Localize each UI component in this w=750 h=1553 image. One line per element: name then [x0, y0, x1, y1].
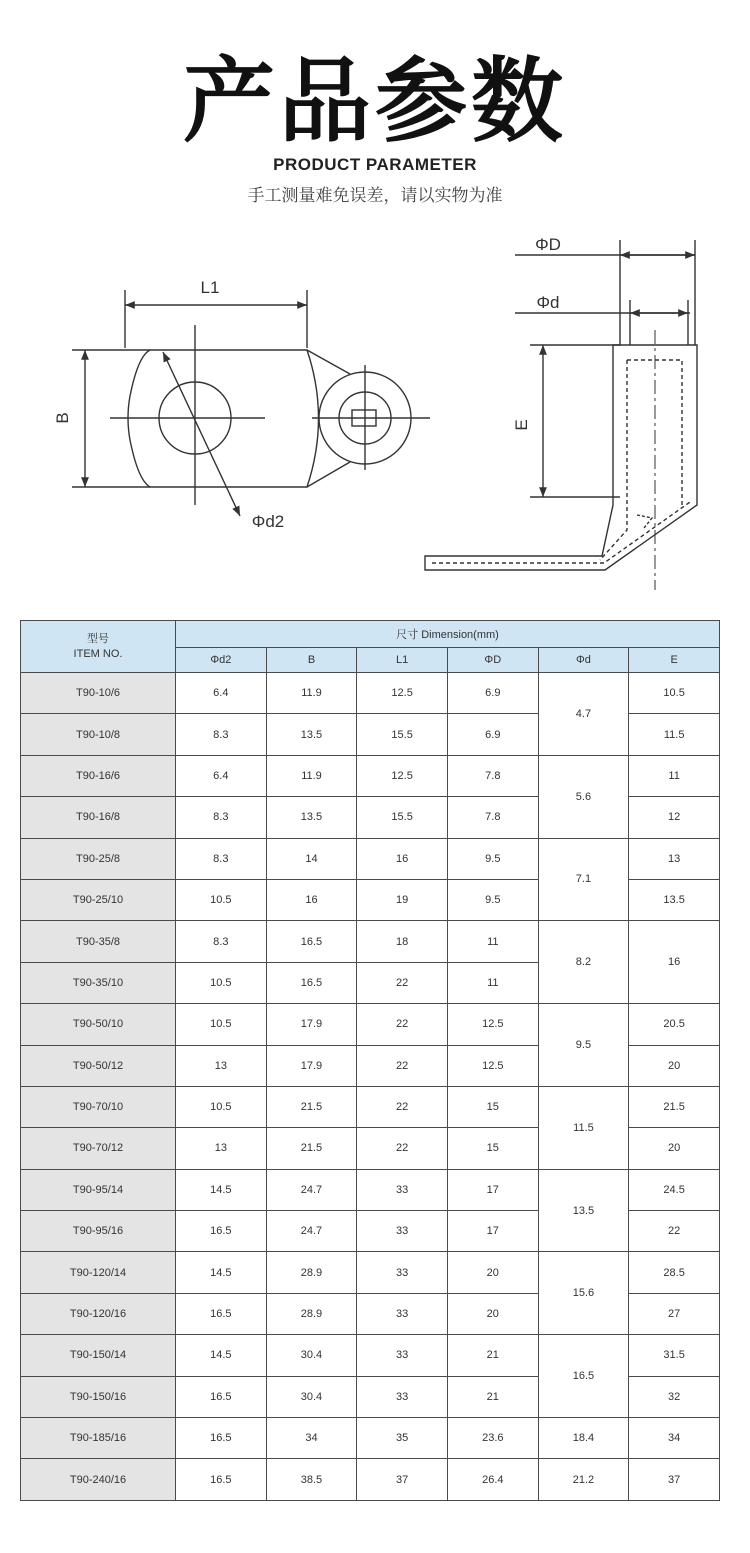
cell-d: 7.1 [538, 838, 629, 921]
cell-d: 4.7 [538, 673, 629, 756]
column-header: Φd [538, 648, 629, 673]
cell-d: 21.2 [538, 1459, 629, 1500]
table-row [21, 1004, 720, 1045]
cell-b: 28.9 [266, 1252, 357, 1293]
cell-d: 11 [447, 921, 538, 962]
cell-e: 11 [629, 755, 720, 796]
table-row [21, 1335, 720, 1376]
cell-d: 26.4 [447, 1459, 538, 1500]
cell-e: 22 [629, 1211, 720, 1252]
cell-e: 37 [629, 1459, 720, 1500]
cell-d: 11.5 [538, 1086, 629, 1169]
model-cell: T90-185/16 [21, 1418, 176, 1459]
cell-b: 21.5 [266, 1086, 357, 1127]
cell-d: 15 [447, 1086, 538, 1127]
cell-l1: 33 [357, 1252, 448, 1293]
cell-e: 11.5 [629, 714, 720, 755]
model-cell: T90-95/14 [21, 1169, 176, 1210]
model-header [21, 621, 176, 673]
page-subtitle: PRODUCT PARAMETER [273, 155, 477, 174]
cell-d2: 10.5 [176, 879, 267, 920]
spec-table-body [21, 673, 720, 1501]
table-row [21, 838, 720, 879]
cell-b: 34 [266, 1418, 357, 1459]
cell-b: 24.7 [266, 1169, 357, 1210]
model-cell: T90-25/8 [21, 838, 176, 879]
cell-b: 38.5 [266, 1459, 357, 1500]
cell-d: 6.9 [447, 673, 538, 714]
cell-b: 17.9 [266, 1045, 357, 1086]
cell-l1: 22 [357, 1086, 448, 1127]
cell-d2: 13 [176, 1128, 267, 1169]
table-row [21, 673, 720, 714]
cell-d2: 8.3 [176, 921, 267, 962]
cell-d2: 6.4 [176, 755, 267, 796]
cell-e: 20 [629, 1045, 720, 1086]
cell-d2: 8.3 [176, 797, 267, 838]
model-cell: T90-240/16 [21, 1459, 176, 1500]
model-cell: T90-150/16 [21, 1376, 176, 1417]
cell-l1: 15.5 [357, 797, 448, 838]
model-cell: T90-16/6 [21, 755, 176, 796]
cell-d2: 16.5 [176, 1418, 267, 1459]
model-cell: T90-120/16 [21, 1293, 176, 1334]
cell-l1: 16 [357, 838, 448, 879]
cell-d: 18.4 [538, 1418, 629, 1459]
d2-label: Φd2 [251, 512, 285, 531]
cell-d: 21 [447, 1376, 538, 1417]
table-row [21, 1459, 720, 1500]
model-cell: T90-35/10 [21, 962, 176, 1003]
cell-e: 13.5 [629, 879, 720, 920]
model-cell: T90-50/12 [21, 1045, 176, 1086]
cell-d: 9.5 [447, 879, 538, 920]
cell-e: 10.5 [629, 673, 720, 714]
page-title: 产品参数 [182, 48, 567, 155]
cell-d: 17 [447, 1211, 538, 1252]
l1-label: L1 [200, 278, 220, 297]
technical-drawing [0, 0, 750, 600]
cell-d2: 13 [176, 1045, 267, 1086]
cell-d: 9.5 [538, 1004, 629, 1087]
cell-d2: 14.5 [176, 1335, 267, 1376]
cell-e: 13 [629, 838, 720, 879]
cell-d2: 16.5 [176, 1376, 267, 1417]
model-cell: T90-95/16 [21, 1211, 176, 1252]
column-header: B [266, 648, 357, 673]
cell-d: 20 [447, 1293, 538, 1334]
model-cell: T90-10/6 [21, 673, 176, 714]
cell-e: 16 [629, 921, 720, 1004]
cell-l1: 37 [357, 1459, 448, 1500]
cell-l1: 22 [357, 1045, 448, 1086]
cell-d: 12.5 [447, 1045, 538, 1086]
D-label: ΦD [535, 235, 561, 254]
dimension-header: 尺寸 Dimension(mm) [176, 621, 720, 648]
cell-b: 13.5 [266, 797, 357, 838]
cell-d: 12.5 [447, 1004, 538, 1045]
cell-l1: 12.5 [357, 673, 448, 714]
cell-b: 17.9 [266, 1004, 357, 1045]
table-row [21, 1252, 720, 1293]
cell-d: 15 [447, 1128, 538, 1169]
cell-b: 11.9 [266, 673, 357, 714]
cell-d2: 8.3 [176, 838, 267, 879]
table-row [21, 1418, 720, 1459]
cell-b: 13.5 [266, 714, 357, 755]
cell-b: 30.4 [266, 1376, 357, 1417]
cell-l1: 22 [357, 1004, 448, 1045]
cell-e: 20 [629, 1128, 720, 1169]
cell-d2: 16.5 [176, 1293, 267, 1334]
cell-b: 14 [266, 838, 357, 879]
model-cell: T90-70/12 [21, 1128, 176, 1169]
model-cell: T90-16/8 [21, 797, 176, 838]
cell-d: 5.6 [538, 755, 629, 838]
column-header: E [629, 648, 720, 673]
cell-e: 21.5 [629, 1086, 720, 1127]
spec-table-wrapper [20, 620, 720, 1501]
cell-l1: 15.5 [357, 714, 448, 755]
cell-l1: 18 [357, 921, 448, 962]
model-cell: T90-10/8 [21, 714, 176, 755]
cell-d2: 10.5 [176, 962, 267, 1003]
cell-l1: 22 [357, 962, 448, 1003]
cell-b: 16 [266, 879, 357, 920]
cell-l1: 33 [357, 1335, 448, 1376]
cell-l1: 33 [357, 1211, 448, 1252]
cell-d: 20 [447, 1252, 538, 1293]
table-row [21, 921, 720, 962]
cell-d: 13.5 [538, 1169, 629, 1252]
cell-d2: 16.5 [176, 1459, 267, 1500]
measurement-note: 手工测量难免误差，请以实物为准 [247, 186, 503, 206]
cell-b: 24.7 [266, 1211, 357, 1252]
cell-d2: 14.5 [176, 1252, 267, 1293]
cell-e: 32 [629, 1376, 720, 1417]
cell-e: 27 [629, 1293, 720, 1334]
cell-d: 23.6 [447, 1418, 538, 1459]
cell-d: 15.6 [538, 1252, 629, 1335]
cell-d: 8.2 [538, 921, 629, 1004]
table-row [21, 755, 720, 796]
e-label: E [512, 419, 531, 431]
cell-d: 21 [447, 1335, 538, 1376]
cell-e: 24.5 [629, 1169, 720, 1210]
cell-d: 16.5 [538, 1335, 629, 1418]
cell-b: 11.9 [266, 755, 357, 796]
cell-d2: 10.5 [176, 1004, 267, 1045]
cell-e: 31.5 [629, 1335, 720, 1376]
table-row [21, 1169, 720, 1210]
cell-d2: 10.5 [176, 1086, 267, 1127]
column-header: ΦD [447, 648, 538, 673]
cell-d2: 14.5 [176, 1169, 267, 1210]
model-cell: T90-25/10 [21, 879, 176, 920]
model-header-en: ITEM NO. [73, 647, 123, 660]
model-cell: T90-35/8 [21, 921, 176, 962]
cell-d2: 8.3 [176, 714, 267, 755]
cell-l1: 19 [357, 879, 448, 920]
cell-l1: 35 [357, 1418, 448, 1459]
column-header: Φd2 [176, 648, 267, 673]
cell-d: 9.5 [447, 838, 538, 879]
model-header-cn: 型号 [87, 632, 109, 645]
cell-e: 34 [629, 1418, 720, 1459]
cell-d: 11 [447, 962, 538, 1003]
d-label: Φd [536, 293, 560, 312]
column-header: L1 [357, 648, 448, 673]
model-cell: T90-70/10 [21, 1086, 176, 1127]
model-cell: T90-50/10 [21, 1004, 176, 1045]
cell-b: 16.5 [266, 921, 357, 962]
cell-d: 17 [447, 1169, 538, 1210]
cell-e: 20.5 [629, 1004, 720, 1045]
table-row [21, 1086, 720, 1127]
cell-l1: 33 [357, 1376, 448, 1417]
cell-d: 7.8 [447, 797, 538, 838]
lug-side-view [425, 240, 697, 590]
cell-b: 28.9 [266, 1293, 357, 1334]
cell-l1: 33 [357, 1169, 448, 1210]
cell-l1: 22 [357, 1128, 448, 1169]
cell-d2: 6.4 [176, 673, 267, 714]
cell-e: 12 [629, 797, 720, 838]
spec-table [20, 620, 720, 1501]
cell-d: 7.8 [447, 755, 538, 796]
cell-d: 6.9 [447, 714, 538, 755]
model-cell: T90-150/14 [21, 1335, 176, 1376]
cell-e: 28.5 [629, 1252, 720, 1293]
cell-b: 16.5 [266, 962, 357, 1003]
cell-b: 30.4 [266, 1335, 357, 1376]
lug-top-view [72, 290, 430, 516]
cell-b: 21.5 [266, 1128, 357, 1169]
cell-l1: 33 [357, 1293, 448, 1334]
model-cell: T90-120/14 [21, 1252, 176, 1293]
cell-l1: 12.5 [357, 755, 448, 796]
cell-d2: 16.5 [176, 1211, 267, 1252]
b-label: B [53, 412, 72, 424]
